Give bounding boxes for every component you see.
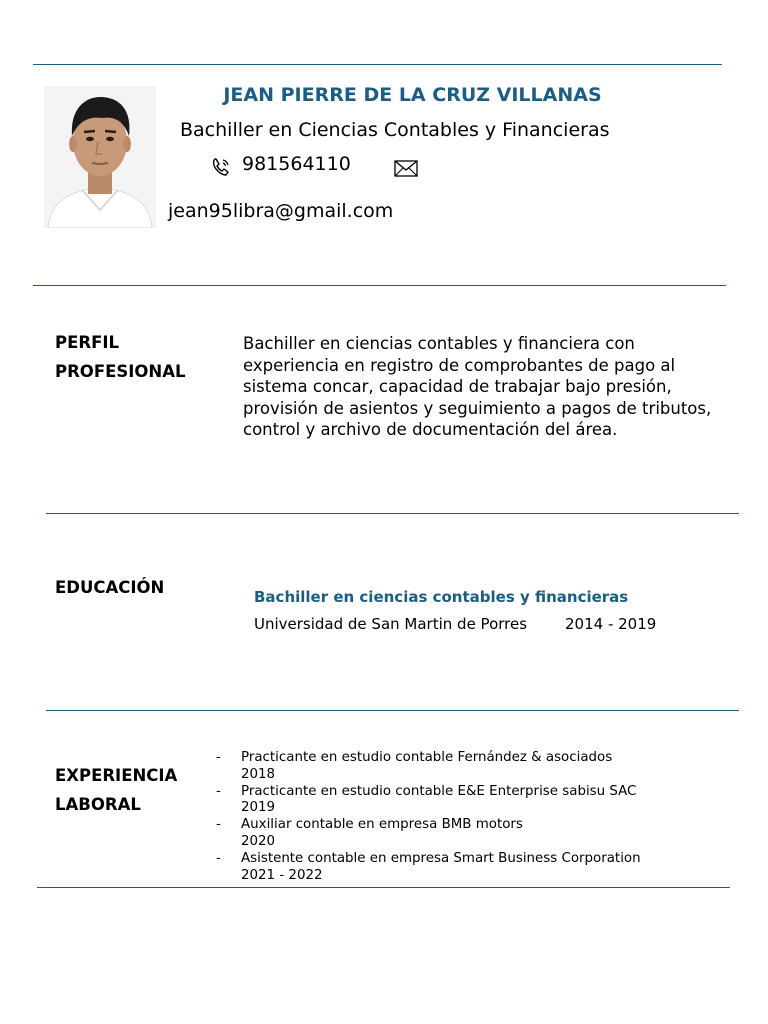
list-item [216,817,716,851]
experience-section-label [55,761,186,819]
list-item [216,851,716,885]
experience-year: 2021 - 2022 [241,867,323,883]
list-item [216,750,716,784]
profile-section-label [55,328,186,386]
experience-year: 2019 [241,800,276,816]
profile-photo [44,86,156,228]
experience-title: Practicante en estudio contable E&E Enterprise sabisu SAC [241,783,637,799]
education-section-label: EDUCACIÓN [55,578,165,597]
experience-year: 2020 [241,833,276,849]
bullet-dash: - [216,750,221,765]
phone-icon [210,156,232,178]
experience-title: Asistente contable en empresa Smart Business Corporation [241,850,641,866]
divider-header [33,285,726,286]
education-years: 2014 - 2019 [565,615,657,633]
bullet-dash: - [216,850,221,866]
experience-label-line1: EXPERIENCIA [55,766,178,785]
experience-year: 2018 [241,766,276,782]
education-degree: Bachiller en ciencias contables y financieras [254,588,629,606]
divider-profile [46,513,739,514]
bullet-dash: - [216,783,221,799]
bullet-dash: - [216,817,221,833]
envelope-icon [394,160,418,177]
experience-list [216,750,716,884]
profile-label-line1: PERFIL [55,333,119,352]
email-address: jean95libra@gmail.com [168,200,394,222]
candidate-degree: Bachiller en Ciencias Contables y Financieras [180,119,610,141]
experience-label-line2: LABORAL [55,795,141,814]
profile-photo-illustration [44,86,156,228]
list-item [216,784,716,818]
candidate-name: JEAN PIERRE DE LA CRUZ VILLANAS [223,84,602,106]
divider-top [33,64,722,65]
phone-number: 981564110 [242,153,351,175]
education-school: Universidad de San Martin de Porres [254,615,528,633]
experience-title: Practicante en estudio contable Fernández & asociados [241,750,613,765]
experience-title: Auxiliar contable en empresa BMB motors [241,817,523,833]
divider-experience [37,887,730,888]
divider-education [46,710,739,711]
profile-label-line2: PROFESIONAL [55,362,186,381]
profile-summary: Bachiller en ciencias contables y financiera con experiencia en registro de comprobantes de pago al sistema concar, capacidad de trabajar bajo presión, provisión de asientos y seguimiento a pagos de tributos, control y archivo de documentación del área. [243,334,712,440]
